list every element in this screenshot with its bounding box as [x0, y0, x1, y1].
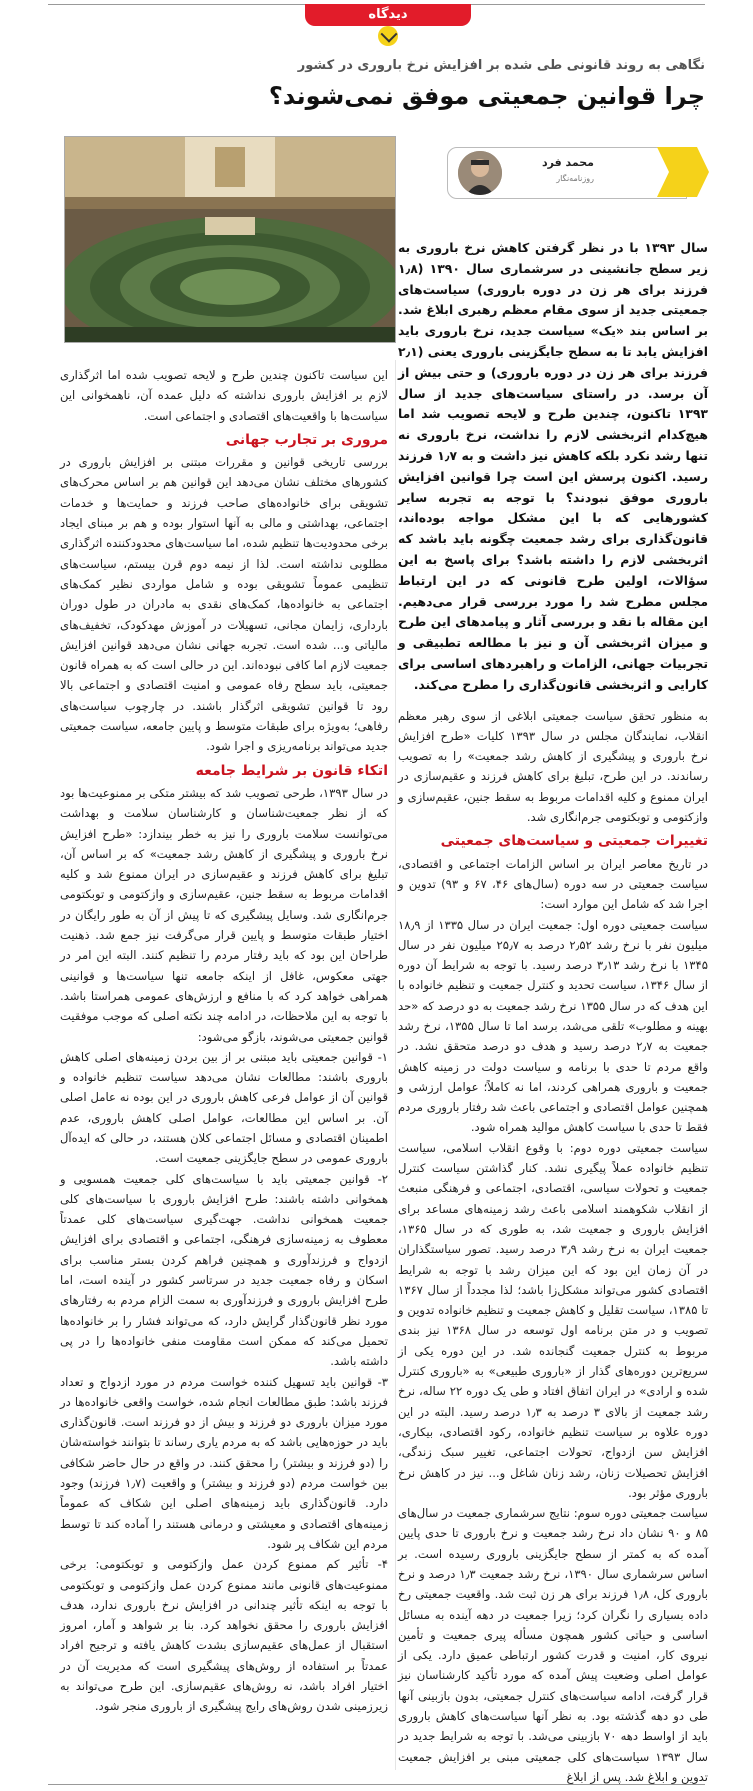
headline: چرا قوانین جمعیتی موفق نمی‌شوند؟ — [268, 82, 705, 110]
left-column — [60, 365, 388, 1717]
left-paragraph-7: ۴- تأثیر کم ممنوع کردن عمل وازکتومی و توبکتومی: برخی ممنوعیت‌های قانونی مانند ممنوع کردن عمل وازکتومی و توبکتومی با توجه به اینکه تأثیر چندانی در افزایش نرخ باروری ندارد، هدف افزایش باروری را محقق نخواهد کرد. بنا بر شواهد و آمار، امروز استقبال از عمل‌های عقیم‌سازی بشدت کاهش یافته و ترجیح افراد عمدتاً بر استفاده از روش‌های پیشگیری است که مدیریت آن در اختیار افراد باشد، نه روش‌های عقیم‌سازی. این طرح می‌تواند به زیرزمینی شدن روش‌های رایج پیشگیری از باروری منجر شود. — [60, 1557, 388, 1714]
section-label: دیدگاه — [368, 7, 408, 22]
author-card — [447, 147, 709, 199]
left-paragraph-3: در سال ۱۳۹۳، طرحی تصویب شد که بیشتر متکی بر ممنوعیت‌ها بود که از نظر جمعیت‌شناسان و کارشناسان سلامت و بهداشت می‌توانست سلامت باروری را نیز به خطر بیندازد: «طرح افزایش نرخ باروری و پیشگیری از کاهش رشد جمعیت» که بر اساس آن، تبلیغ برای کاهش فرزند و عقیم‌سازی در ایران ممنوع شد و کلیه اقدامات مربوط به سقط جنین، عقیم‌سازی و وازکتومی و توبکتومی جرم‌انگاری شد. وسایل پیشگیری که تا پیش از آن به طور رایگان در اختیار طبقات متوسط و پایین قرار می‌گرفت نیز جمع شد. ذهنیت طراحان این بود که باید رفتار مردم را تنظیم کنند. البته این امر در جهتی معکوس، غافل از اینکه جامعه تنها سیاست‌ها و قوانینی همراهی خواهد کرد که با منافع و ارزش‌های عمومی همراستا باشد. با توجه به این ملاحظات، در ادامه چند نکته اصلی که موجب موفقیت قوانین جمعیتی می‌شوند، بازگو می‌شود: — [60, 785, 388, 1044]
left-paragraph-4: ۱- قوانین جمعیتی باید مبتنی بر از بین بردن زمینه‌های اصلی کاهش باروری باشند: مطالعات نشان می‌دهد سیاست تنظیم خانواده و قوانین آن از عوامل فرعی کاهش باروری در این بوده نه عامل اصلی آن. بر اساس این مطالعات، عوامل اصلی کاهش باروری، عدم اطمینان اقتصادی و مسائل اجتماعی کلان هستند، در حالی که ایده‌آل باروری عمومی در سطح جایگزینی جمعیت است. — [60, 1049, 388, 1166]
right-paragraph-2: در تاریخ معاصر ایران بر اساس الزامات اجتماعی و اقتصادی، سیاست جمعیتی در سه دوره (سال‌های ۴۶، ۶۷ و ۹۳) تدوین و اجرا شد که شامل این موارد است: — [398, 856, 708, 912]
left-paragraph-1: این سیاست تاکنون چندین طرح و لایحه تصویب شده اما اثرگذاری لازم بر افزایش باروری نداشته که دلیل عمده آن، ناهمخوانی این سیاست‌ها با واقعیت‌های اقتصادی و اجتماعی است. — [60, 368, 388, 423]
lead-paragraph: سال ۱۳۹۳ با در نظر گرفتن کاهش نرخ باروری به زیر سطح جانشینی در سرشماری سال ۱۳۹۰ (۱٫۸ فرزند برای هر زن در دوره باروری) سیاست‌های جمعیتی جدید از سوی مقام معظم رهبری ابلاغ شد. بر اساس بند «یک» سیاست جدید، نرخ باروری باید افزایش یابد تا به سطح جایگزینی باروری یعنی (۲٫۱ فرزند برای هر زن در دوره باروری) و حتی بیش از آن برسد. در راستای سیاست‌های جدید از سال ۱۳۹۳ تاکنون، چندین طرح و لایحه تصویب شد اما هیچ‌کدام اثربخشی لازم را نداشت، نرخ باروری نه تنها رشد نکرد بلکه کاهش نیز داشت و به ۱٫۷ فرزند رسید. اکنون پرسش این است چرا قوانین افزایش باروری موفق نبودند؟ با توجه به تجربه سایر کشورهایی که با این مشکل مواجه بوده‌اند، قانون‌گذاری برای رشد جمعیت چگونه باید باشد که اثربخشی لازم را داشته باشد؟ برای پاسخ به این سؤالات، اولین طرح قانونی که در این ارتباط مجلس مطرح شد را مورد بررسی قرار می‌دهیم. این مقاله با نقد و بررسی آثار و پیامدهای این طرح و میزان اثربخشی آن و نیز با مطالعه تطبیقی و تجربیات جهانی، الزامات و راهبردهای اساسی برای کارایی و اثربخشی قانون‌گذاری را مطرح می‌کند. — [398, 240, 709, 692]
column-divider — [395, 360, 396, 1770]
left-subhead-2: اتکاء قانون بر شرایط جامعه — [195, 762, 388, 779]
left-paragraph-5: ۲- قوانین جمعیتی باید با سیاست‌های کلی جمعیت همسویی و همخوانی داشته باشند: طرح افزایش باروری با سیاست‌های کلی جمعیت همخوانی نداشت. جهت‌گیری سیاست‌های کلی عمدتاً معطوف به زمینه‌سازی فرهنگی، اجتماعی و اقتصادی برای افزایش ازدواج و فرزندآوری و همچنین فراهم کردن بستر مناسب برای اسکان و رفاه جمعیت جدید در سرتاسر کشور در آینده است، اما طرح افزایش باروری و فرزندآوری به سمت الزام مردم به رفتارهای مورد نظر قانون‌گذار گرایش دارد، که می‌تواند فشار را بر خانواده‌ها تحمیل می‌کند که ممکن است مقاومت منفی خانواده‌ها را در پی داشته باشد. — [60, 1171, 388, 1369]
author-role: روزنامه‌نگار — [556, 174, 594, 183]
author-tag-illustration — [657, 147, 709, 197]
chevron-down-icon — [378, 26, 398, 46]
avatar-illustration — [458, 151, 502, 195]
right-paragraph-3: سیاست جمعیتی دوره اول: جمعیت ایران در سال ۱۳۳۵ از ۱۸٫۹ میلیون نفر با نرخ رشد ۲٫۵۲ درصد به ۲۵٫۷ میلیون نفر در سال ۱۳۴۵ با نرخ رشد ۳٫۱۳ درصد رسید. با توجه به شرایط آن دوره از سال ۱۳۴۶، سیاست تحدید و کنترل جمعیت و تنظیم خانواده با این هدف که در سال ۱۳۵۵ نرخ رشد جمعیت به دو درصد که «حد بهینه و مطلوب» تلقی می‌شد، برسد اما تا سال ۱۳۵۵، نرخ رشد جمعیت به ۲٫۷ درصد رسید و هدف دو درصد متحقق نشد. در واقع مردم تا حدی با برنامه و سیاست دولت در زمینه کاهش جمعیت و باروری همراهی کردند، اما نه کاملاً؛ عوامل ارزشی و همچنین عوامل اقتصادی و اجتماعی باعث شد رفتار باروری مردم فقط تا حدی با سیاست کاهش موالید همراه شود. — [398, 917, 708, 1135]
bottom-rule — [48, 1784, 705, 1785]
parliament-photo — [64, 136, 396, 343]
left-subhead-1: مروری بر تجارب جهانی — [225, 431, 388, 448]
kicker: نگاهی به روند قانونی طی شده بر افزایش نرخ باروری در کشور — [297, 58, 705, 73]
left-paragraph-6: ۳- قوانین باید تسهیل کننده خواست مردم در مورد ازدواج و تعداد فرزند باشد: طبق مطالعات انجام شده، خواست واقعی خانواده‌ها در مورد میزان باروری دو فرزند و بیش از دو فرزند است. قانون‌گذاری باید در حوزه‌هایی باشد که به مردم یاری رساند تا بتوانند خواسته‌شان را (دو فرزند و بیشتر) را محقق کنند. در واقع در حال حاضر شکافی بین خواست مردم (دو فرزند و بیشتر) و واقعیت (۱٫۷ فرزند) وجود دارد. قانون‌گذاری باید زمینه‌های اصلی این شکاف که عموماً زمینه‌های اقتصادی و معیشتی و درمانی هستند را آماده کند تا توسط مردم این شکاف پر شود. — [60, 1374, 388, 1551]
right-subhead-1: تغییرات جمعیتی و سیاست‌های جمعیتی — [440, 833, 708, 850]
author-tag — [657, 147, 709, 197]
author-box — [447, 147, 687, 199]
right-column — [398, 238, 708, 1787]
right-paragraph-5: سیاست جمعیتی دوره سوم: نتایج سرشماری جمعیت در سال‌های ۸۵ و ۹۰ نشان داد نرخ رشد جمعیت و نرخ باروری تا حدی پایین آمده که به کمتر از سطح جایگزینی باروری رسیده است. بر اساس سرشماری سال ۱۳۹۰، نرخ رشد جمعیت ۱٫۳ درصد و نرخ باروری کل، ۱٫۸ فرزند برای هر زن ثبت شد. واقعیت جمعیتی رخ داده بسیاری را نگران کرد؛ زیرا جمعیت در دهه آینده به مسائل اساسی و حیاتی کشور همچون مسأله پیری جمعیت و تأمین نیروی کار، امنیت و قدرت کشور ارتباطی عمیق دارد. یکی از عوامل اصلی وضعیت پیش آمده که مورد تأکید کارشناسان نیز قرار گرفت، ادامه سیاست‌های کنترل جمعیتی، بدون بازبینی آنها طی دو دهه گذشته بود. به نظر آنها سیاست‌های کاهش باروری باید از اواسط دهه ۷۰ بازبینی می‌شد. با توجه به شرایط جدید در سال ۱۳۹۳ سیاست‌های کلی جمعیتی مبنی بر افزایش جمعیت تدوین و ابلاغ شد. پس از ابلاغ — [398, 1506, 709, 1784]
right-paragraph-1: به منظور تحقق سیاست جمعیتی ابلاغی از سوی رهبر معظم انقلاب، نمایندگان مجلس در سال ۱۳۹۳ کلیات «طرح افزایش نرخ باروری و پیشگیری از کاهش رشد جمعیت» را به تصویب رساندند. در این طرح، تبلیغ برای کاهش فرزند و عقیم‌سازی در ایران ممنوع و کلیه اقدامات مربوط به سقط جنین، عقیم‌سازی و وازکتومی و توبکتومی جرم‌انگاری شد. — [398, 708, 709, 825]
left-paragraph-2: بررسی تاریخی قوانین و مقررات مبتنی بر افزایش باروری در کشورهای مختلف نشان می‌دهد این قوانین هم بر اساس محرک‌های تشویقی برای خانواده‌های صاحب فرزند و حمایت‌ها و خدمات اجتماعی، بهداشتی و مالی به آنها استوار بوده و هم بر مبنای ایجاد برخی محدودیت‌ها تنظیم شده، اما سیاست‌های محدودکننده اثرگذاری مطلوبی نداشته است. لذا از نیمه دوم قرن بیستم، سیاست‌های تنظیمی عموماً تشویقی بوده و شامل مواردی نظیر کمک‌های اجتماعی به خانواده‌ها، کمک‌های نقدی به مادران در طول دوران بارداری، زایمان مجانی، تسهیلات در آموزش مهدکودک، تخفیف‌های مالیاتی و... شده است. تجربه جهانی نشان می‌دهد قوانین افزایش جمعیت لازم اما کافی نبوده‌اند. این در حالی است که به همراه قانون جمعیتی، باید سطح رفاه عمومی و امنیت اقتصادی و اجتماعی بالا رود تا قوانین تشویقی اثرگذار باشند. در چارچوب سیاست‌های رفاهی؛ به‌ویژه برای طبقات متوسط و پایین جامعه، سیاست جمعیتی جدید می‌تواند برنامه‌ریزی و اجرا شود. — [60, 455, 388, 754]
section-tab — [305, 4, 471, 26]
author-name: محمد فرد — [542, 156, 594, 169]
author-avatar — [458, 151, 502, 195]
right-paragraph-4: سیاست جمعیتی دوره دوم: با وقوع انقلاب اسلامی، سیاست تنظیم خانواده عملاً پیگیری نشد. کنار گذاشتن سیاست کنترل جمعیت و تحولات سیاسی، اقتصادی، اجتماعی و فرهنگی منبعث از انقلاب شکوهمند اسلامی باعث رشد زمینه‌های مساعد برای افزایش باروری و جمعیت شد، به طوری که در سال ۱۳۶۵، جمعیت ایران به نرخ رشد ۳٫۹ درصد رسید. تصور سیاستگذاران در آن زمان این بود که این میزان رشد با توجه به شرایط اقتصادی کشور می‌تواند مشکل‌زا باشد؛ لذا مجدداً از سال ۱۳۶۷ تا ۱۳۸۵، سیاست تقلیل و کاهش جمعیت و تنظیم خانواده تدوین و تصویب و در متن برنامه اول توسعه در سال ۱۳۶۸ نیز بندی مربوط به کنترل جمعیت گنجانده شد. در این دوره یکی از سریع‌ترین دوره‌های گذار از «باروری طبیعی» به «باروری کنترل شده و ارادی» در ایران اتفاق افتاد و طی یک دوره ۲۲ ساله، نرخ رشد جمعیت از بالای ۳ درصد به ۱٫۳ درصد رسید. البته در این دوره علاوه بر سیاست تنظیم خانواده، رکود اقتصادی، بیکاری، افزایش سن ازدواج، تحولات اجتماعی، تغییر سبک زندگی، افزایش تحصیلات زنان، رشد زنان شاغل و... نیز در کاهش نرخ باروری مؤثر بود. — [398, 1140, 708, 1500]
spacer — [398, 696, 708, 706]
parliament-photo-illustration — [65, 137, 395, 342]
